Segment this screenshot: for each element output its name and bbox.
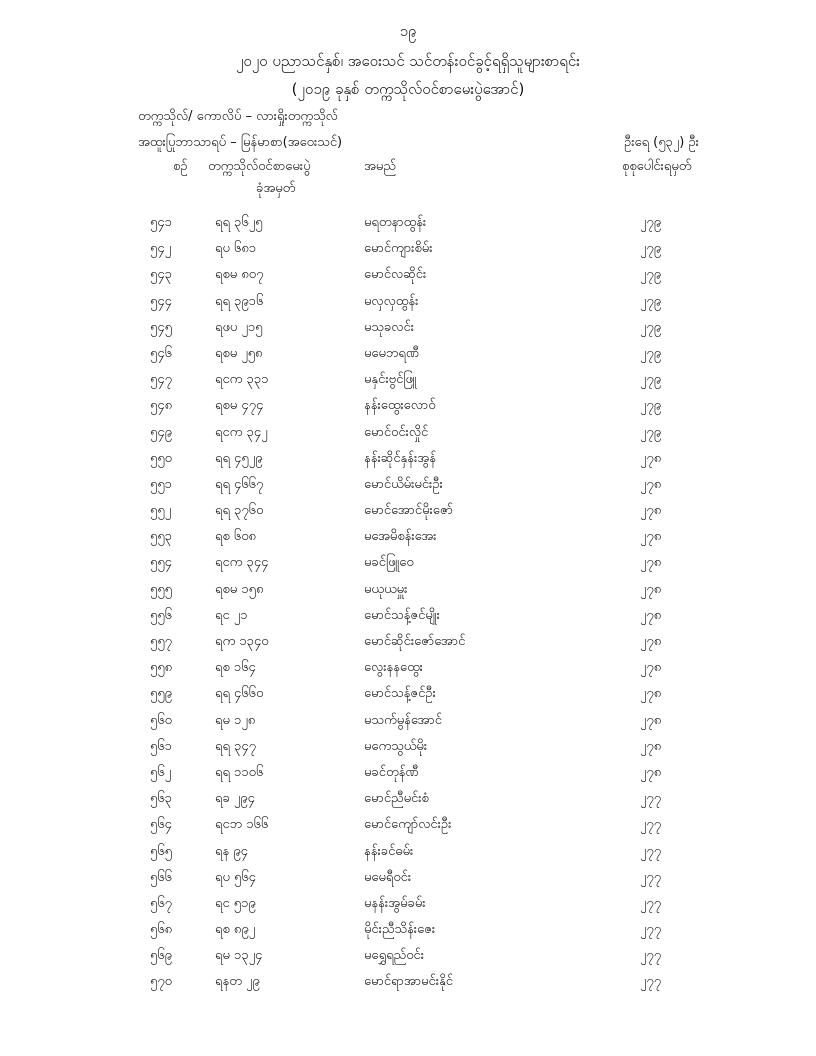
total-marks: ၂၇၈ bbox=[640, 555, 662, 571]
roll-number: ရရ ၄၆၆၀ bbox=[215, 686, 264, 702]
table-row bbox=[0, 554, 816, 580]
total-marks: ၂၇၈ bbox=[640, 660, 662, 676]
roll-number: ရငဘ ၁၆၆ bbox=[215, 817, 269, 833]
student-name: မမေရီဝင်း bbox=[364, 869, 412, 885]
student-name: မသက်မွန်အောင် bbox=[364, 712, 442, 728]
row-number: ၅၅၈ bbox=[150, 660, 173, 676]
student-name: မခင်တုန်ဏီ bbox=[364, 764, 419, 780]
student-name: မောင်လဆိုင်း bbox=[364, 267, 427, 283]
row-number: ၅၆၈ bbox=[150, 922, 173, 938]
student-name: မမေဘရဏီ bbox=[364, 345, 419, 361]
row-number: ၅၆၆ bbox=[150, 869, 172, 885]
total-marks: ၂၇၉ bbox=[640, 293, 662, 309]
total-marks: ၂၇၈ bbox=[640, 738, 662, 754]
total-marks: ၂၇၈ bbox=[640, 686, 662, 702]
student-name: မနှင်းဗွင်ဖြူ bbox=[364, 372, 417, 388]
table-row bbox=[0, 973, 816, 999]
table-row bbox=[0, 633, 816, 659]
student-name: နန်းထွေးလောဝ် bbox=[364, 398, 436, 414]
table-row bbox=[0, 476, 816, 502]
roll-number: ရငက ၃၃၁ bbox=[215, 372, 269, 388]
page-number: ၁၉ bbox=[399, 22, 417, 40]
table-row bbox=[0, 581, 816, 607]
student-name: လွေးနနထွေး bbox=[364, 660, 423, 676]
table-row bbox=[0, 266, 816, 292]
roll-number: ရစ ၁၆၄ bbox=[215, 660, 256, 676]
student-list bbox=[0, 214, 816, 1000]
table-row bbox=[0, 895, 816, 921]
total-marks: ၂၇၉ bbox=[640, 398, 662, 414]
roll-number: ရရ ၄၅၂၉ bbox=[215, 450, 263, 466]
row-number: ၅၆၂ bbox=[150, 764, 172, 780]
row-number: ၅၄၇ bbox=[150, 372, 172, 388]
roll-number: ရပ ၅၆၄ bbox=[215, 869, 256, 885]
total-marks: ၂၇၉ bbox=[640, 241, 662, 257]
roll-number: ရစမ ၁၅၈ bbox=[215, 581, 264, 597]
total-marks: ၂၇၈ bbox=[640, 634, 662, 649]
roll-number: ရစမ ၈၀၇ bbox=[215, 267, 264, 283]
roll-number: ရရ ၃၄၇ bbox=[215, 738, 256, 754]
total-marks: ၂၇၈ bbox=[640, 712, 662, 728]
student-name: နန်းခင်ဓမ်း bbox=[364, 843, 414, 859]
total-marks: ၂၇၈ bbox=[640, 529, 662, 545]
student-name: မယုယမှူး bbox=[364, 581, 408, 597]
student-name: မောင်ကျော်လင်းဦး bbox=[364, 817, 452, 833]
row-number: ၅၅၄ bbox=[150, 555, 172, 571]
table-row bbox=[0, 450, 816, 476]
table-row bbox=[0, 659, 816, 685]
roll-number: ရရ ၄၆၆၇ bbox=[215, 476, 264, 492]
table-row bbox=[0, 214, 816, 240]
row-number: ၅၄၂ bbox=[150, 241, 172, 257]
roll-number: ရမ ၁၃၂၄ bbox=[215, 948, 263, 964]
row-number: ၅၆၇ bbox=[150, 895, 172, 911]
row-number: ၅၄၉ bbox=[150, 424, 172, 440]
student-name: မိုင်းညီသိန်းဇေး bbox=[364, 922, 436, 938]
table-row bbox=[0, 502, 816, 528]
total-marks: ၂၇၉ bbox=[640, 345, 662, 361]
row-number: ၅၅၀ bbox=[150, 450, 172, 466]
student-name: မောင်သန့်ဇင်မျိုး bbox=[364, 607, 440, 623]
student-name: မသုခလင်း bbox=[364, 319, 415, 335]
table-row bbox=[0, 764, 816, 790]
row-number: ၅၆၁ bbox=[150, 738, 172, 754]
roll-number: ရင ၅၁၉ bbox=[215, 895, 256, 911]
roll-number: ရစ ၈၉၂ bbox=[215, 922, 256, 938]
column-header-marks: စုစုပေါင်းရမှတ် bbox=[622, 159, 692, 174]
table-row bbox=[0, 345, 816, 371]
total-marks: ၂၇၇ bbox=[640, 791, 662, 807]
roll-number: ရန ၉၄ bbox=[215, 843, 248, 859]
roll-number: ရရ ၃၇၆၀ bbox=[215, 503, 264, 519]
row-number: ၅၄၃ bbox=[150, 267, 172, 283]
total-count: ဦးရေ (၅၃၂) ဦး bbox=[624, 135, 699, 150]
roll-number: ရပ ၆၈၁ bbox=[215, 241, 257, 257]
student-name: မောင်ညီမင်းစံ bbox=[364, 791, 429, 807]
student-name: မကေသွယ်မိုး bbox=[364, 738, 428, 754]
row-number: ၅၅၂ bbox=[150, 503, 172, 519]
student-name: မလှလှထွန်း bbox=[364, 293, 419, 309]
total-marks: ၂၇၇ bbox=[640, 895, 662, 911]
student-name: မောင်ကျားစိမ်း bbox=[364, 241, 433, 257]
table-row bbox=[0, 607, 816, 633]
table-row bbox=[0, 790, 816, 816]
row-number: ၅၆၄ bbox=[150, 817, 172, 833]
row-number: ၅၄၅ bbox=[150, 319, 172, 335]
row-number: ၅၄၈ bbox=[150, 398, 173, 414]
column-header-roll-line2: ခုံအမှတ် bbox=[256, 181, 296, 196]
total-marks: ၂၇၉ bbox=[640, 319, 662, 335]
student-name: မောင်ဝင်းလှိုင် bbox=[364, 424, 429, 440]
row-number: ၅၄၄ bbox=[150, 293, 172, 309]
table-row bbox=[0, 371, 816, 397]
table-row bbox=[0, 738, 816, 764]
roll-number: ရရ ၁၁၀၆ bbox=[215, 764, 264, 780]
student-name: မခင်ဖြူဝေ bbox=[364, 555, 414, 571]
total-marks: ၂၇၉ bbox=[640, 372, 662, 388]
total-marks: ၂၇၇ bbox=[640, 922, 662, 938]
total-marks: ၂၇၉ bbox=[640, 267, 662, 283]
student-name: နန်းဆိုင်နှန်းအွန် bbox=[364, 450, 436, 466]
roll-number: ရဖပ ၂၁၅ bbox=[215, 319, 263, 335]
column-header-no: စဉ် bbox=[173, 159, 188, 174]
table-row bbox=[0, 816, 816, 842]
table-row bbox=[0, 712, 816, 738]
roll-number: ရက ၁၃၄၀ bbox=[215, 634, 269, 649]
total-marks: ၂၇၈ bbox=[640, 503, 662, 519]
table-row bbox=[0, 869, 816, 895]
total-marks: ၂၇၈ bbox=[640, 764, 662, 780]
major-subject-label: အထူးပြုဘာသာရပ် – မြန်မာစာ(အဝေးသင်) bbox=[138, 135, 343, 150]
student-name: မောင်ယိမ်းမင်းဦး bbox=[364, 476, 443, 492]
student-name: မောင်ရာအာမင်းနိုင် bbox=[364, 974, 453, 990]
table-row bbox=[0, 528, 816, 554]
total-marks: ၂၇၈ bbox=[640, 607, 662, 623]
table-row bbox=[0, 843, 816, 869]
roll-number: ရမ ၁၂၈ bbox=[215, 712, 256, 728]
roll-number: ရရ ၃၆၂၅ bbox=[215, 215, 263, 230]
document-title: ၂၀၂၀ ပညာသင်နှစ်၊ အဝေးသင် သင်တန်းဝင်ခွင့်ရရှိသူများစာရင်း bbox=[236, 52, 580, 70]
total-marks: ၂၇၈ bbox=[640, 476, 662, 492]
roll-number: ရရ ၃၉၁၆ bbox=[215, 293, 264, 309]
row-number: ၅၅၃ bbox=[150, 529, 172, 545]
total-marks: ၂၇၇ bbox=[640, 869, 662, 885]
total-marks: ၂၇၇ bbox=[640, 817, 662, 833]
total-marks: ၂၇၈ bbox=[640, 581, 662, 597]
row-number: ၅၆၉ bbox=[150, 948, 172, 964]
table-row bbox=[0, 685, 816, 711]
table-row bbox=[0, 947, 816, 973]
total-marks: ၂၇၇ bbox=[640, 843, 662, 859]
table-row bbox=[0, 921, 816, 947]
student-name: မအေမိစန်းအေး bbox=[364, 529, 437, 545]
student-name: မရွှေရည်ဝင်း bbox=[364, 948, 425, 964]
university-label: တက္ကသိုလ်/ ကောလိပ် – လားရှိုးတက္ကသိုလ် bbox=[138, 109, 338, 124]
student-name: မနန်းအွမ်ခမ်း bbox=[364, 895, 426, 911]
roll-number: ရခ ၂၉၄ bbox=[215, 791, 255, 807]
table-row bbox=[0, 319, 816, 345]
table-row bbox=[0, 397, 816, 423]
student-name: မောင်အောင်မိုးဇော် bbox=[364, 503, 453, 519]
student-name: မောင်သန့်ဇင်ဦး bbox=[364, 686, 436, 702]
roll-number: ရစမ ၂၅၈ bbox=[215, 345, 263, 361]
column-header-name: အမည် bbox=[364, 159, 396, 174]
total-marks: ၂၇၇ bbox=[640, 948, 662, 964]
total-marks: ၂၇၉ bbox=[640, 424, 662, 440]
table-row bbox=[0, 240, 816, 266]
row-number: ၅၄၁ bbox=[150, 215, 172, 230]
roll-number: ရငက ၃၄၂ bbox=[215, 424, 268, 440]
roll-number: ရငက ၃၄၄ bbox=[215, 555, 269, 571]
row-number: ၅၅၅ bbox=[150, 581, 172, 597]
table-row bbox=[0, 293, 816, 319]
student-name: မောင်ဆိုင်းဇော်အောင် bbox=[364, 634, 466, 649]
row-number: ၅၅၆ bbox=[150, 607, 172, 623]
row-number: ၅၆၀ bbox=[150, 712, 172, 728]
row-number: ၅၅၇ bbox=[150, 634, 172, 649]
roll-number: ရစမ ၄၇၄ bbox=[215, 398, 264, 414]
roll-number: ရစ ၆၀၈ bbox=[215, 529, 256, 545]
row-number: ၅၇၀ bbox=[150, 974, 172, 990]
row-number: ၅၆၅ bbox=[150, 843, 172, 859]
row-number: ၅၄၆ bbox=[150, 345, 172, 361]
total-marks: ၂၇၈ bbox=[640, 450, 662, 466]
document-subtitle: (၂၀၁၉ ခုနှစ် တက္ကသိုလ်ဝင်စာမေးပွဲအောင်) bbox=[291, 80, 525, 98]
table-row bbox=[0, 424, 816, 450]
row-number: ၅၅၁ bbox=[150, 476, 172, 492]
total-marks: ၂၇၉ bbox=[640, 215, 662, 230]
column-header-roll: တက္ကသိုလ်ဝင်စာမေးပွဲ bbox=[208, 159, 311, 174]
roll-number: ရနတ ၂၉ bbox=[215, 974, 260, 990]
row-number: ၅၅၉ bbox=[150, 686, 172, 702]
roll-number: ရင ၂၁ bbox=[215, 607, 248, 623]
student-name: မရတနာထွန်း bbox=[364, 215, 427, 230]
row-number: ၅၆၃ bbox=[150, 791, 172, 807]
total-marks: ၂၇၇ bbox=[640, 974, 662, 990]
